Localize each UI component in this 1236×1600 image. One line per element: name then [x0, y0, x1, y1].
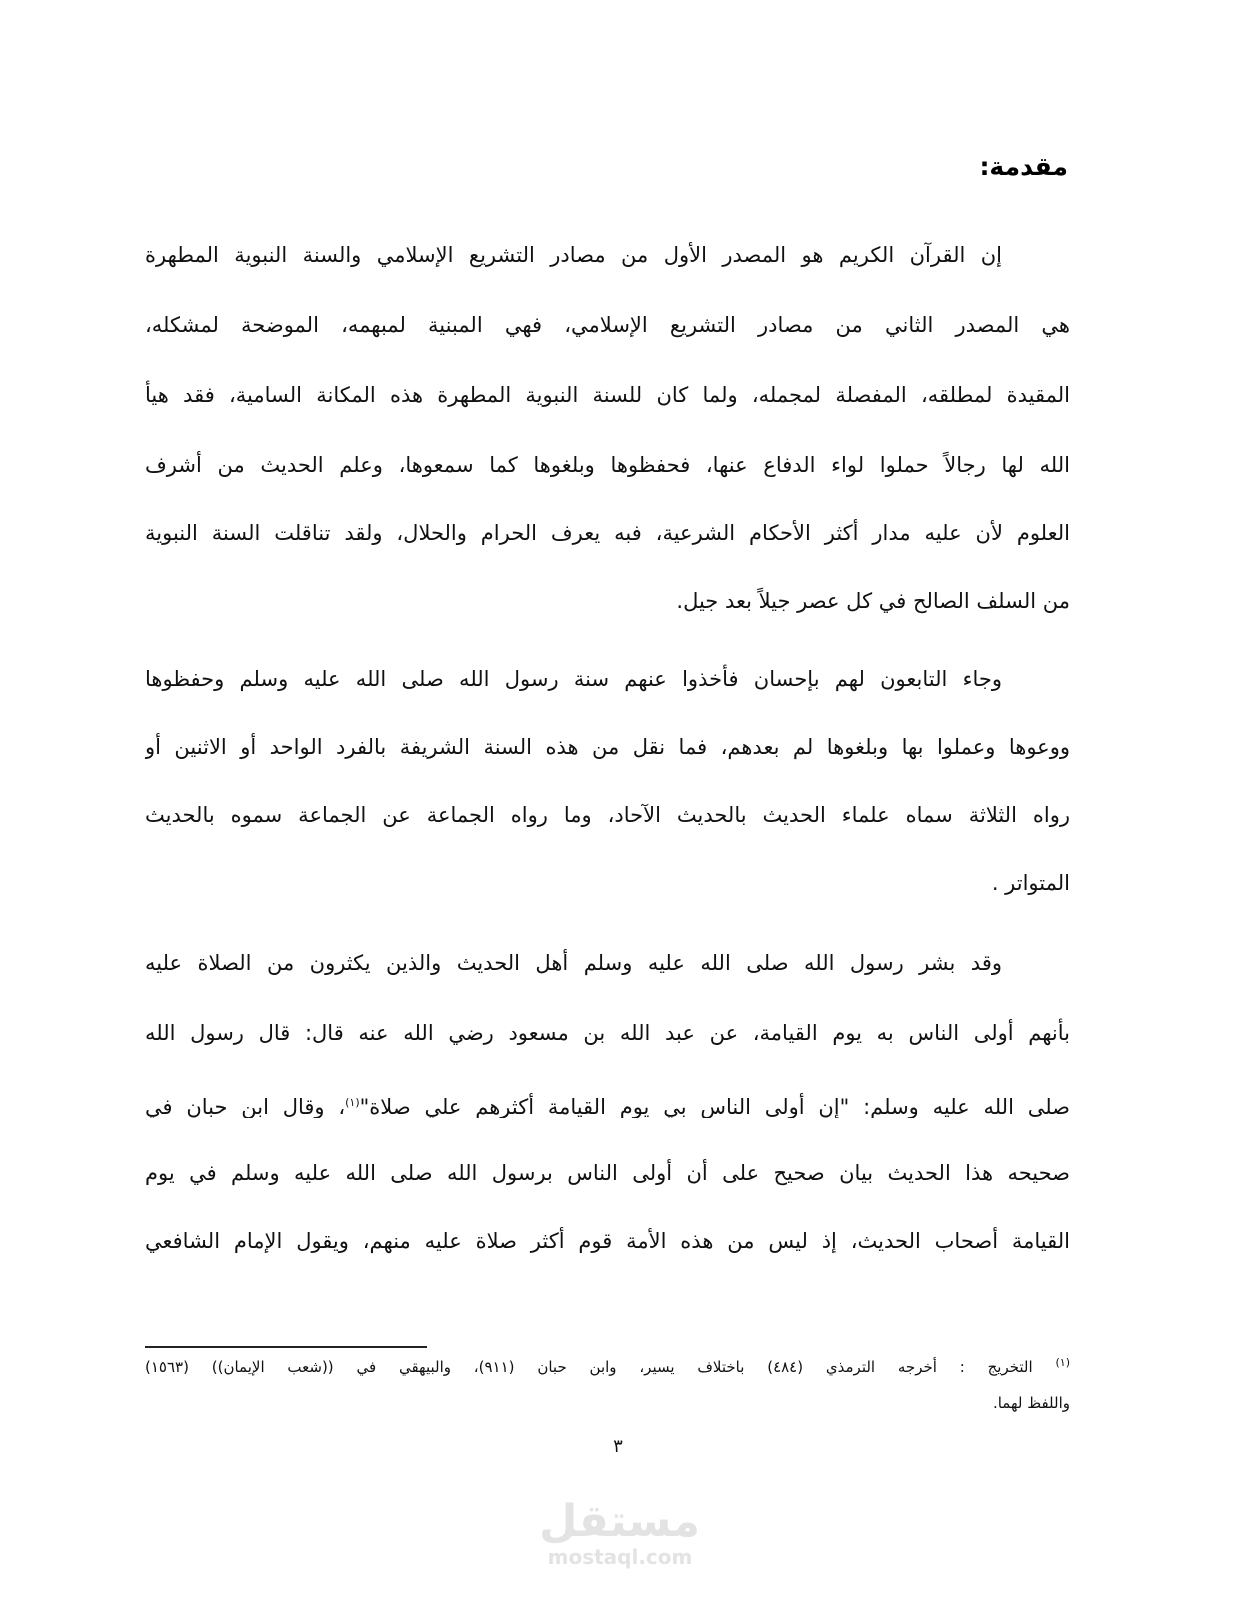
paragraph-line-with-footnote — [145, 1088, 1070, 1118]
paragraph-line: من السلف الصالح في كل عصر جيلاً بعد جيل. — [676, 589, 1070, 613]
watermark — [540, 1498, 700, 1590]
footnote-line: واللفظ لهما. — [992, 1394, 1070, 1412]
footnote-marker: (١) — [1055, 1356, 1070, 1369]
footnote-separator — [145, 1346, 427, 1348]
footnote-text: التخريج : أخرجه الترمذي (٤٨٤) باختلاف يسير، وابن حبان (٩١١)، والبيهقي في ((شعب الإيمان)) (١٥٦٣) — [145, 1358, 1033, 1376]
paragraph-line: إن القرآن الكريم هو المصدر الأول من مصادر التشريع الإسلامي والسنة النبوية المطهرة — [145, 243, 1002, 267]
footnote-line — [145, 1352, 1070, 1378]
paragraph-line: المتواتر . — [991, 871, 1070, 895]
paragraph-line: العلوم لأن عليه مدار أكثر الأحكام الشرعية، فبه يعرف الحرام والحلال، ولقد تناقلت السنة النبوية — [145, 521, 1070, 545]
line-text-tail: ، وقال ابن حبان في — [145, 1095, 346, 1118]
paragraph-line: صحيحه هذا الحديث بيان صحيح على أن أولى الناس برسول الله صلى الله عليه وسلم في يوم — [145, 1161, 1070, 1185]
watermark-site: mostaql.com — [547, 1545, 693, 1569]
paragraph-line: وجاء التابعون لهم بإحسان فأخذوا عنهم سنة رسول الله صلى الله عليه وسلم وحفظوها — [145, 667, 1002, 691]
paragraph-line: بأنهم أولى الناس به يوم القيامة، عن عبد الله بن مسعود رضي الله عنه قال: قال رسول الله — [145, 1021, 1070, 1045]
page-number: ٣ — [613, 1436, 623, 1457]
watermark-logo: مستقل — [539, 1496, 700, 1547]
paragraph-line: هي المصدر الثاني من مصادر التشريع الإسلامي، فهي المبنية لمبهمه، الموضحة لمشكله، — [145, 313, 1070, 337]
paragraph-line: الله لها رجالاً حملوا لواء الدفاع عنها، فحفظوها وبلغوها كما سمعوها، وعلم الحديث من أشرف — [145, 453, 1070, 477]
paragraph-line: المقيدة لمطلقه، المفصلة لمجمله، ولما كان للسنة النبوية المطهرة هذه المكانة السامية، فقد هيأ — [145, 383, 1070, 407]
line-text: صلى الله عليه وسلم: "إن أولى الناس بي يوم القيامة أكثرهم علي صلاة" — [359, 1095, 1070, 1118]
paragraph-line: ووعوها وعملوا بها وبلغوها لم بعدهم، فما نقل من هذه السنة الشريفة بالفرد الواحد أو الاثنين أو — [145, 735, 1070, 759]
section-heading: مقدمة: — [979, 152, 1068, 181]
footnote-reference[interactable]: (١) — [345, 1096, 360, 1109]
paragraph-line: القيامة أصحاب الحديث، إذ ليس من هذه الأمة قوم أكثر صلاة عليه منهم، ويقول الإمام الشافعي — [145, 1229, 1070, 1253]
paragraph-line: وقد بشر رسول الله صلى الله عليه وسلم أهل الحديث والذين يكثرون من الصلاة عليه — [145, 951, 1002, 975]
paragraph-line: رواه الثلاثة سماه علماء الحديث بالحديث الآحاد، وما رواه الجماعة عن الجماعة سموه بالحديث — [145, 803, 1070, 827]
